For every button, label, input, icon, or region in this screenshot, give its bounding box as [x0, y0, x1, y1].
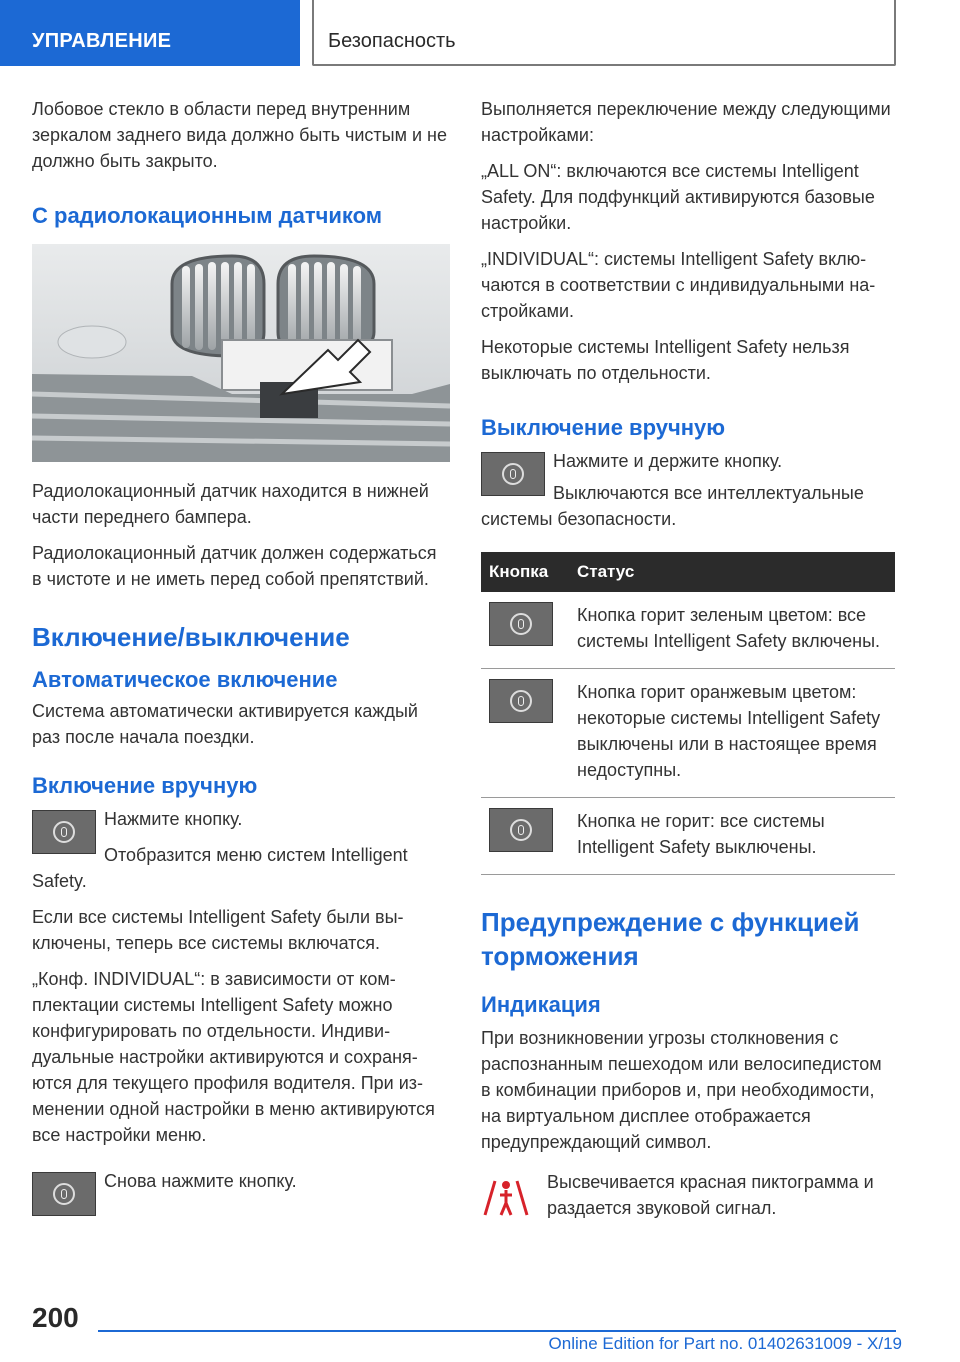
section-tab: УПРАВЛЕНИЕ — [0, 0, 300, 66]
button-status-table — [481, 552, 895, 875]
footer-divider — [98, 1330, 896, 1332]
manual-off-step1: Нажмите и держите кнопку. — [553, 451, 783, 471]
all-off-text: Если все системы Intelligent Safety были выключены, теперь все системы включатся. — [32, 907, 404, 953]
left-column — [32, 96, 450, 1218]
manual-off-step — [481, 448, 895, 532]
safety-button-orange-icon — [489, 679, 553, 723]
some-systems-text: Некоторые системы Intelligent Safety нельзя выключать по отдельности. — [481, 337, 850, 383]
manual-on-step — [32, 806, 450, 894]
safety-button-off-icon — [489, 808, 553, 852]
status-cell: Кнопка горит оранжевым цветом: некоторые системы Intelligent Safety выключены или в настоящее время недоступны. — [569, 669, 895, 798]
edition-link[interactable]: Online Edition for Part no. 01402631009 - X/19 — [548, 1334, 902, 1353]
status-cell: Кнопка не горит: все системы Intelligent Safety выключены. — [569, 798, 895, 875]
press-again-text: Снова нажмите кнопку. — [104, 1171, 297, 1191]
safety-button-icon — [481, 452, 545, 496]
table-header-row — [481, 552, 895, 592]
table-row — [481, 592, 895, 669]
intro-paragraph: Лобовое стекло в области перед внутренним зеркалом заднего вида должно быть чистым и не должно быть закрыто. — [32, 99, 447, 171]
individual-text: „INDIVIDUAL“: системы Intelligent Safety включаются в соответствии с индивидуальными настройками. — [481, 249, 876, 321]
manual-on-step2: Отобразится меню систем Intelligent Safety. — [32, 845, 408, 891]
auto-on-text: Система автоматически активируется каждый раз после начала поездки. — [32, 701, 418, 747]
safety-button-icon — [32, 1172, 96, 1216]
warning-heading: Предупреждение с функцией торможения — [481, 907, 860, 971]
all-on-text: „ALL ON“: включаются все системы Intelligent Safety. Для подфункций активируются базовые настройки. — [481, 161, 875, 233]
radar-sensor-photo — [32, 244, 450, 462]
onoff-heading: Включение/выключение — [32, 622, 350, 652]
config-text: „Конф. INDIVIDUAL“: в зависимости от комплектации системы Intelligent Safety можно конфигурировать по отдельности. Индивидуальные настройки активируются и сохраняются для текущего профиля водителя. При изменении одной настройки в меню активируются все настройки меню. — [32, 969, 435, 1145]
indication-heading: Индикация — [481, 992, 601, 1017]
red-symbol-step — [481, 1169, 895, 1221]
page-footer — [0, 1290, 960, 1362]
radar-heading: С радиолокационным датчиком — [32, 203, 383, 228]
auto-on-heading: Автоматическое включение — [32, 667, 338, 692]
switch-text: Выполняется переключение между следующими настройками: — [481, 99, 891, 145]
red-symbol-text: Высвечивается красная пиктограмма и раздается звуковой сигнал. — [547, 1172, 874, 1218]
indication-text: При возникновении угрозы столкновения с распознанным пешеходом или велосипедистом в комбинации приборов и, при необходимости, на виртуальном дисплее отображается предупреждающий символ. — [481, 1028, 882, 1152]
radar-location-text: Радиолокационный датчик находится в нижней части переднего бампера. — [32, 481, 429, 527]
pedestrian-warning-icon — [481, 1175, 531, 1224]
page-header — [0, 0, 960, 66]
manual-off-heading: Выключение вручную — [481, 415, 726, 440]
press-again-step — [32, 1168, 450, 1218]
manual-on-step1: Нажмите кнопку. — [104, 809, 243, 829]
col-button-header: Кнопка — [481, 552, 569, 592]
col-status-header: Статус — [569, 552, 895, 592]
safety-button-icon — [32, 810, 96, 854]
radar-clean-text: Радиолокационный датчик должен содержаться в чистоте и не иметь перед собой препятствий. — [32, 543, 437, 589]
chapter-title: Безопасность — [312, 0, 896, 66]
safety-button-green-icon — [489, 602, 553, 646]
status-cell: Кнопка горит зеленым цветом: все системы Intelligent Safety включены. — [569, 592, 895, 669]
table-row — [481, 669, 895, 798]
page-number: 200 — [32, 1302, 79, 1333]
right-column — [481, 96, 895, 1221]
manual-on-heading: Включение вручную — [32, 773, 258, 798]
table-row — [481, 798, 895, 875]
manual-off-step2: Выключаются все интеллектуальные системы безопасности. — [481, 483, 864, 529]
